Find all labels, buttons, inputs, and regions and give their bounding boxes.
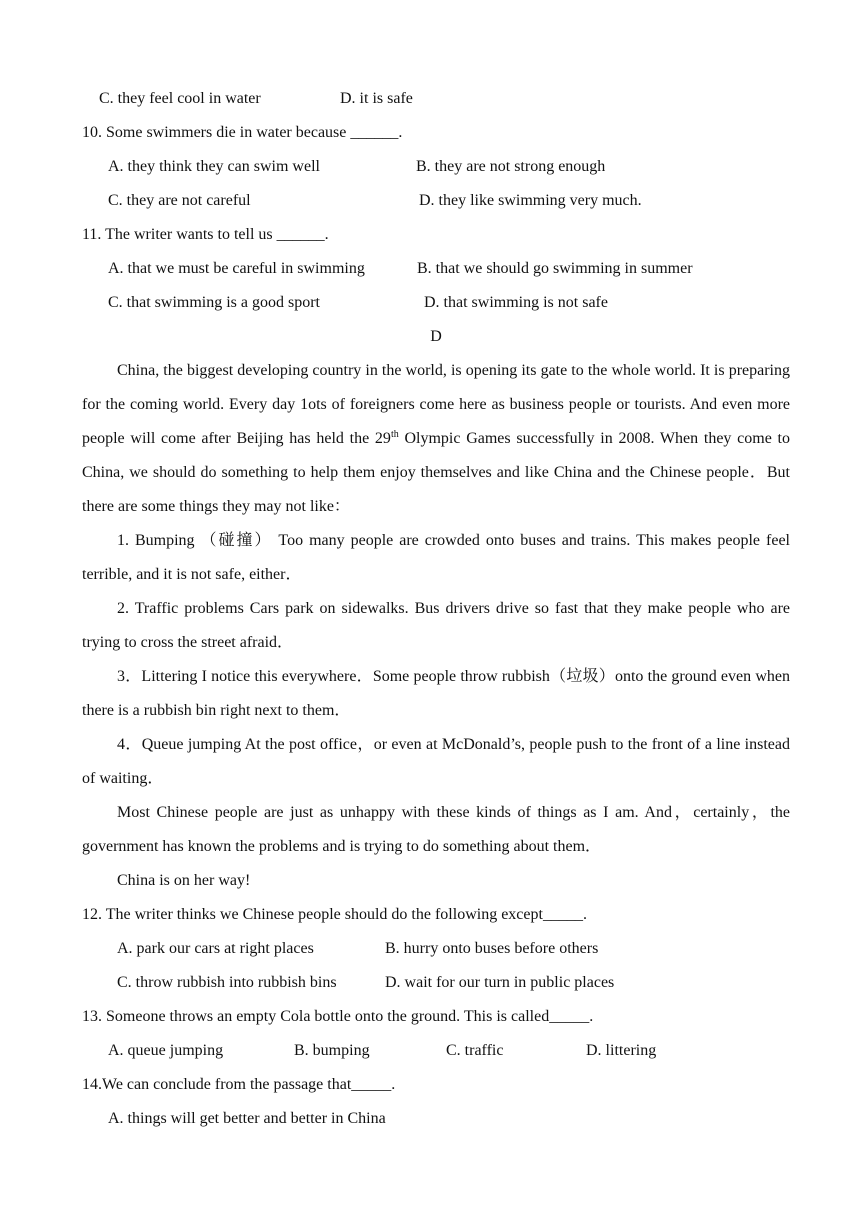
- q14-options-row-1: [82, 1102, 790, 1136]
- q14-option-a: A. things will get better and better in China: [108, 1110, 386, 1127]
- q12-option-a: A. park our cars at right places: [117, 940, 314, 957]
- passage-paragraph-5: 4．Queue jumping At the post office，or even at McDonald’s, people push to the front of a line instead of waiting．: [82, 736, 790, 787]
- q13-option-b: B. bumping: [294, 1042, 370, 1059]
- q9-option-c: C. they feel cool in water: [99, 90, 261, 107]
- q11-options-row-1: [82, 252, 790, 286]
- passage-paragraph-1: [82, 354, 790, 524]
- passage-paragraph-7: China is on her way!: [117, 872, 251, 889]
- q12-options-row-1: [82, 932, 790, 966]
- q13-options-row: [82, 1034, 790, 1068]
- exam-page: [82, 82, 790, 1136]
- q9-option-d: D. it is safe: [340, 90, 413, 107]
- q12-options-row-2: [82, 966, 790, 1000]
- q14-stem: 14.We can conclude from the passage that_____.: [82, 1076, 396, 1093]
- q12-stem: 12. The writer thinks we Chinese people should do the following except_____.: [82, 906, 587, 923]
- q9-options-row: [82, 82, 790, 116]
- q12-option-b: B. hurry onto buses before others: [385, 940, 599, 957]
- q10-options-row-2: [82, 184, 790, 218]
- q11-option-c: C. that swimming is a good sport: [108, 294, 320, 311]
- q10-option-c: C. they are not careful: [108, 192, 251, 209]
- section-label: D: [430, 328, 442, 345]
- q13-option-d: D. littering: [586, 1042, 657, 1059]
- passage-p1-text-a: China, the biggest developing country in the world, is opening its gate to the whole world. It is preparing for the coming world. Every day 1ots of foreigners come here as business people or tourists. And even more people will come after Beijing has held the 29: [82, 362, 790, 447]
- passage-paragraph-3: 2. Traffic problems Cars park on sidewalks. Bus drivers drive so fast that they make people who are trying to cross the street afraid．: [82, 600, 790, 651]
- passage-paragraph-4: 3．Littering I notice this everywhere．Some people throw rubbish（垃圾）onto the ground even when there is a rubbish bin right next to them．: [82, 668, 790, 719]
- q10-option-d: D. they like swimming very much.: [419, 192, 642, 209]
- q10-option-a: A. they think they can swim well: [108, 158, 320, 175]
- passage-p1-text-b: Olympic Games successfully in 2008. When they come to China, we should do something to help them enjoy themselves and like China and the Chinese people．But there are some things they may not like：: [82, 430, 790, 515]
- q10-stem: 10. Some swimmers die in water because ______.: [82, 124, 403, 141]
- q11-stem: 11. The writer wants to tell us ______.: [82, 226, 329, 243]
- q13-option-c: C. traffic: [446, 1042, 504, 1059]
- q11-option-a: A. that we must be careful in swimming: [108, 260, 365, 277]
- q12-option-c: C. throw rubbish into rubbish bins: [117, 974, 337, 991]
- q10-options-row-1: [82, 150, 790, 184]
- passage-p1-superscript: th: [390, 429, 399, 440]
- q13-stem: 13. Someone throws an empty Cola bottle onto the ground. This is called_____.: [82, 1008, 594, 1025]
- passage-paragraph-6: Most Chinese people are just as unhappy with these kinds of things as I am. And，certainly，the government has known the problems and is trying to do something about them．: [82, 804, 791, 855]
- q13-option-a: A. queue jumping: [108, 1042, 224, 1059]
- q10-option-b: B. they are not strong enough: [416, 158, 606, 175]
- q11-options-row-2: [82, 286, 790, 320]
- passage-paragraph-2: 1. Bumping （碰撞） Too many people are crowded onto buses and trains. This makes people feel terrible, and it is not safe, either．: [82, 532, 790, 583]
- q11-option-d: D. that swimming is not safe: [424, 294, 608, 311]
- q11-option-b: B. that we should go swimming in summer: [417, 260, 693, 277]
- q12-option-d: D. wait for our turn in public places: [385, 974, 615, 991]
